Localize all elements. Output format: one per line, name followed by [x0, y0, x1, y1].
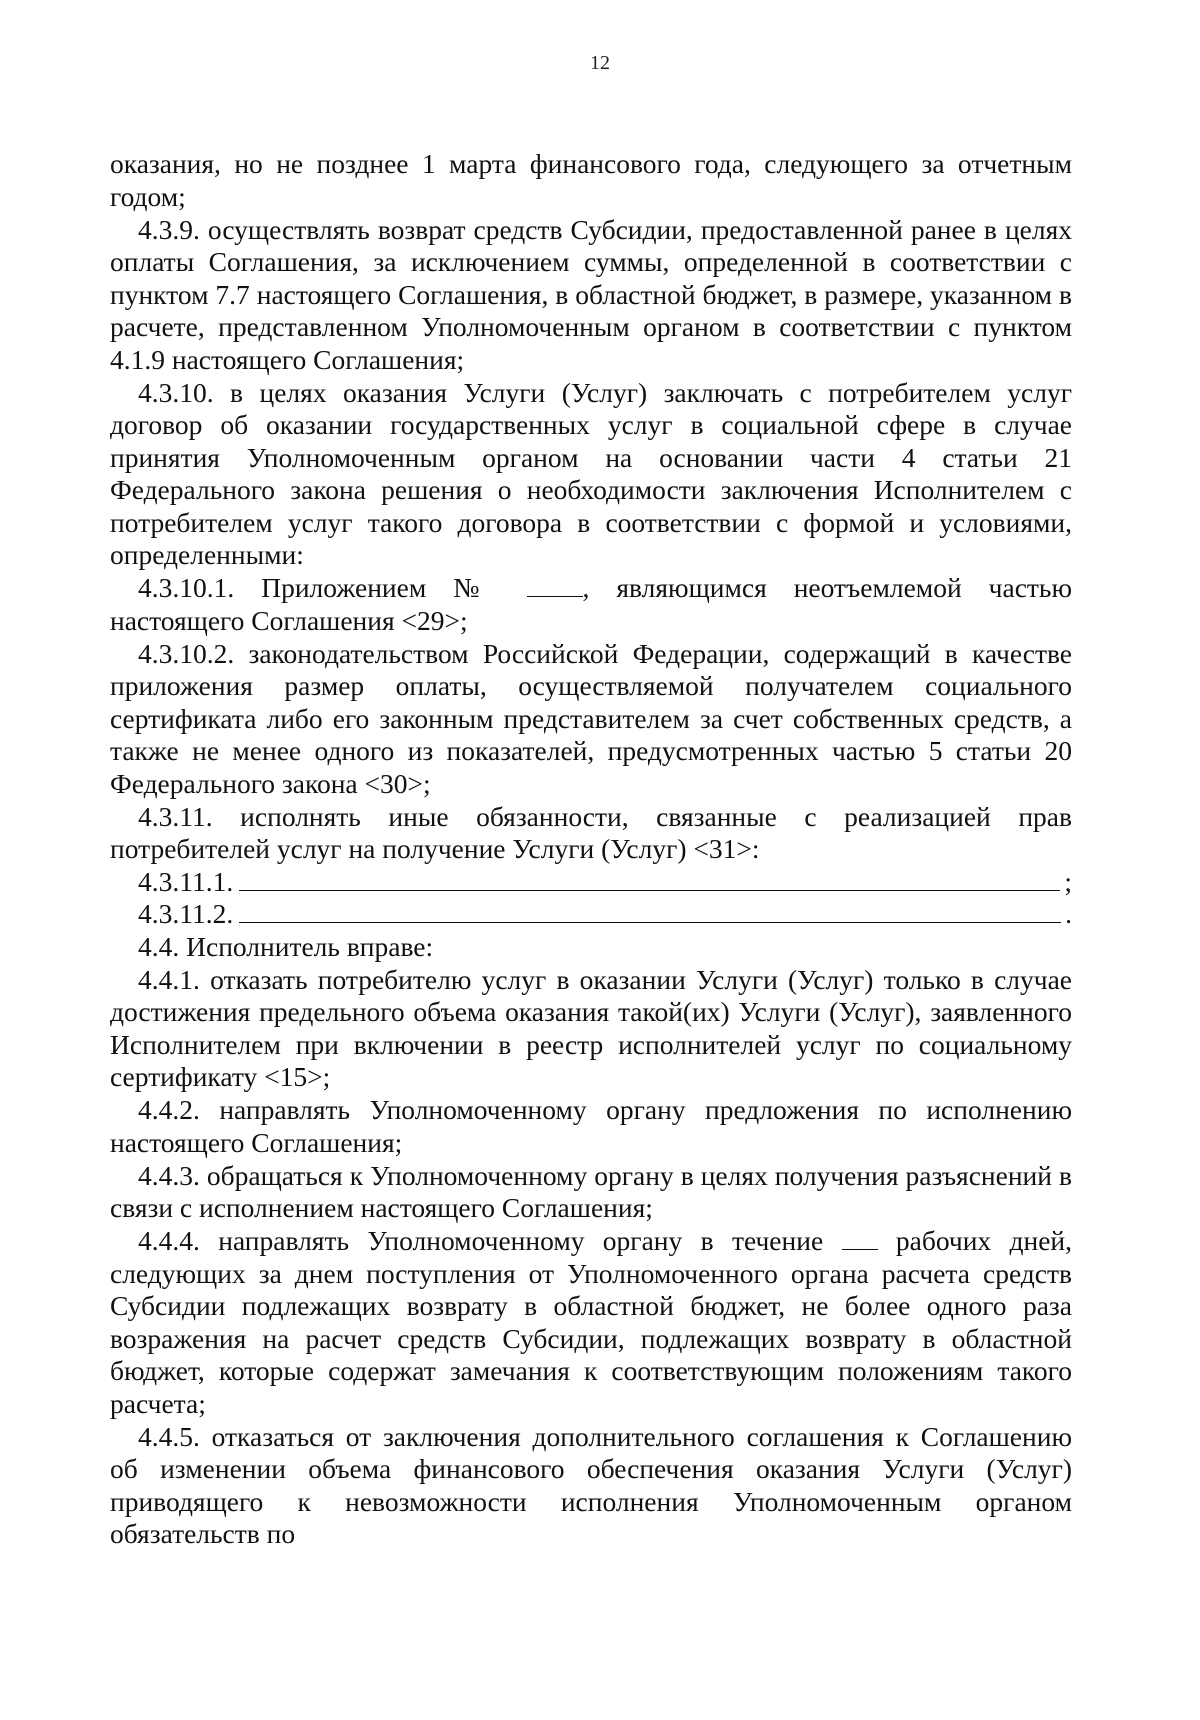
paragraph-4-3-11-1 — [110, 866, 1072, 899]
paragraph-4-3-9: 4.3.9. осуществлять возврат средств Субсидии, предоставленной ранее в целях оплаты Соглашения, за исключением суммы, определенной в соответствии с пунктом 7.7 настоящего Соглашения, в областной бюджет, в размере, указанном в расчете, представленном Уполномоченным органом в соответствии с пунктом 4.1.9 настоящего Соглашения; — [110, 213, 1072, 375]
paragraph-4-4-5: 4.4.5. отказаться от заключения дополнительного соглашения к Соглашению об изменении объема финансового обеспечения оказания Услуги (Услуг) приводящего к невозможности исполнения Уполномоченным органом обязательств по — [110, 1420, 1072, 1549]
document-body — [110, 148, 1072, 1551]
paragraph-4-3-11-2 — [110, 898, 1072, 931]
paragraph-continuation: оказания, но не позднее 1 марта финансового года, следующего за отчетным годом; — [110, 148, 1072, 212]
paragraph-4-4: 4.4. Исполнитель вправе: — [138, 930, 434, 962]
fill-in-line — [239, 898, 1061, 923]
paragraph-4-3-10-2: 4.3.10.2. законодательством Российской Федерации, содержащий в качестве приложения размер оплаты, осуществляемой получателем социального сертификата либо его законным представителем за счет собственных средств, а также не менее одного из показателей, предусмотренных частью 5 статьи 20 Федерального закона <30>; — [110, 637, 1072, 799]
paragraph-4-3-11-2-label: 4.3.11.2. — [138, 898, 234, 929]
paragraph-4-3-10: 4.3.10. в целях оказания Услуги (Услуг) заключать с потребителем услуг договор об оказании государственных услуг в социальной сфере в случае принятия Уполномоченным органом на основании части 4 статьи 21 Федерального закона решения о необходимости заключения Исполнителем с потребителем услуг такого договора в соответствии с формой и условиями, определенными: — [110, 376, 1072, 570]
paragraph-4-3-11-1-label: 4.3.11.1. — [138, 865, 234, 897]
annex-number-blank — [527, 572, 583, 597]
paragraph-4-3-11: 4.3.11. исполнять иные обязанности, связанные с реализацией прав потребителей услуг на получение Услуги (Услуг) <31>: — [110, 800, 1072, 864]
paragraph-4-3-10-1 — [110, 572, 1072, 637]
paragraph-4-4-4-text-end: рабочих дней, следующих за днем поступления от Уполномоченного органа расчета средств Субсидии подлежащих возврату в областной бюджет, не более одного раза возражения на расчет средств Субсидии, подлежащих возврату в областной бюджет, которые содержат замечания к соответствующим положениям такого расчета; — [110, 1225, 1073, 1419]
paragraph-4-4-4-text-start: 4.4.4. направлять Уполномоченному органу в течение — [138, 1225, 824, 1256]
paragraph-4-4-1: 4.4.1. отказать потребителю услуг в оказании Услуги (Услуг) только в случае достижения предельного объема оказания такой(их) Услуги (Услуг), заявленного Исполнителем при включении в реестр исполнителей услуг по социальному сертификату <15>; — [110, 963, 1072, 1092]
paragraph-4-4-4 — [110, 1225, 1072, 1420]
paragraph-4-4-3: 4.4.3. обращаться к Уполномоченному органу в целях получения разъяснений в связи с исполнением настоящего Соглашения; — [110, 1159, 1072, 1223]
fill-in-line — [239, 866, 1060, 891]
paragraph-4-3-10-1-text-end: , являющимся неотъемлемой частью настоящего Соглашения <29>; — [110, 572, 1072, 636]
paragraph-4-3-11-2-end: . — [1065, 898, 1072, 929]
days-count-blank — [842, 1225, 878, 1250]
paragraph-4-3-11-1-end: ; — [1064, 865, 1072, 897]
page-number: 12 — [590, 52, 610, 74]
paragraph-4-4-2: 4.4.2. направлять Уполномоченному органу предложения по исполнению настоящего Соглашения; — [110, 1094, 1072, 1158]
paragraph-4-3-10-1-text-start: 4.3.10.1. Приложением № — [138, 572, 500, 603]
